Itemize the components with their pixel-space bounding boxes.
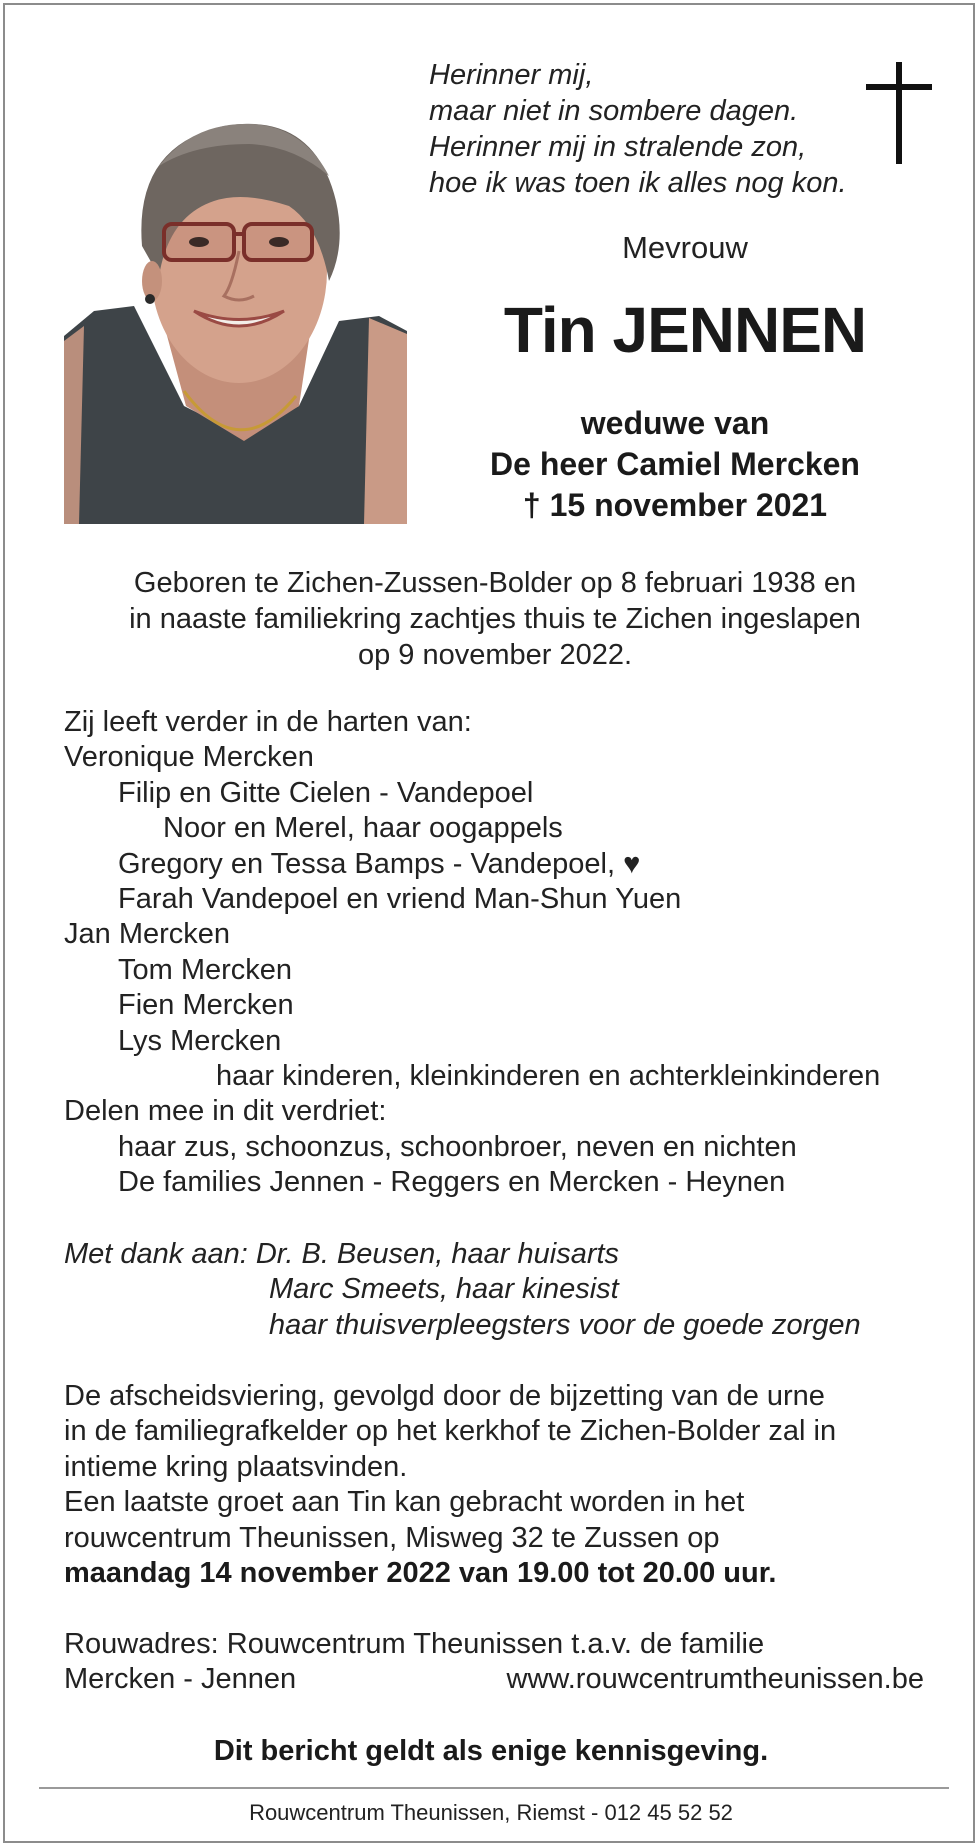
family-grandchild: Fien Mercken <box>118 989 294 1022</box>
ceremony-block <box>64 1379 944 1591</box>
thanks-line: haar thuisverpleegsters voor de goede zorgen <box>269 1308 861 1341</box>
family-grandchild: Filip en Gitte Cielen - Vandepoel <box>118 776 534 809</box>
ceremony-line: intieme kring plaatsvinden. <box>64 1450 408 1483</box>
ceremony-line: in de familiegrafkelder op het kerkhof te Zichen-Bolder zal in <box>64 1415 837 1448</box>
portrait-photo <box>64 106 407 524</box>
widow-line: weduwe van <box>580 405 770 441</box>
birth-line: in naaste familiekring zachtjes thuis te Zichen ingeslapen <box>129 603 861 635</box>
poem-line: Herinner mij in stralende zon, <box>429 131 807 163</box>
share-line: De families Jennen - Reggers en Mercken - Heynen <box>118 1166 786 1199</box>
notice-text: Dit bericht geldt als enige kennisgeving. <box>213 1735 769 1767</box>
deceased-name: Tin JENNEN <box>503 294 867 366</box>
family-grandchild: Lys Mercken <box>118 1024 282 1057</box>
website-link[interactable]: www.rouwcentrumtheunissen.be <box>506 1663 924 1696</box>
family-child: Veronique Mercken <box>64 741 314 774</box>
share-line: haar zus, schoonzus, schoonbroer, neven en nichten <box>118 1130 797 1163</box>
poem-line: Herinner mij, <box>429 59 594 91</box>
visitation-time: maandag 14 november 2022 van 19.00 tot 20.00 uur. <box>64 1557 777 1590</box>
thanks-line: Met dank aan: Dr. B. Beusen, haar huisarts <box>64 1238 620 1270</box>
ceremony-line: De afscheidsviering, gevolgd door de bijzetting van de urne <box>64 1380 825 1412</box>
birth-line: op 9 november 2022. <box>357 639 633 671</box>
family-child: Jan Mercken <box>64 918 231 951</box>
widow-block <box>415 403 935 526</box>
family-greatgrandchild: Noor en Merel, haar oogappels <box>163 812 563 845</box>
family-summary: haar kinderen, kleinkinderen en achterkleinkinderen <box>216 1060 881 1093</box>
divider <box>39 1787 949 1789</box>
family-grandchild: Farah Vandepoel en vriend Man-Shun Yuen <box>118 883 682 916</box>
family-grandchild: Gregory en Tessa Bamps - Vandepoel, ♥ <box>118 847 641 880</box>
poem-line: maar niet in sombere dagen. <box>429 95 799 127</box>
poem <box>429 57 889 201</box>
address-line: Rouwadres: Rouwcentrum Theunissen t.a.v. de familie <box>64 1628 765 1660</box>
spouse-name: De heer Camiel Mercken <box>490 446 860 482</box>
family-list <box>64 705 944 1201</box>
family-intro: Zij leeft verder in de harten van: <box>64 706 472 738</box>
salutation: Mevrouw <box>622 230 748 265</box>
spouse-death-date: † 15 november 2021 <box>522 487 828 523</box>
ceremony-line: Een laatste groet aan Tin kan gebracht worden in het <box>64 1486 745 1519</box>
poem-line: hoe ik was toen ik alles nog kon. <box>429 167 847 199</box>
family-name-line: Mercken - Jennen <box>64 1663 297 1696</box>
thanks-block <box>64 1237 944 1343</box>
family-grandchild: Tom Mercken <box>118 953 293 986</box>
share-intro: Delen mee in dit verdriet: <box>64 1095 387 1128</box>
address-block <box>64 1627 924 1698</box>
ceremony-line: rouwcentrum Theunissen, Misweg 32 te Zussen op <box>64 1521 720 1554</box>
obituary-card <box>3 3 975 1843</box>
thanks-line: Marc Smeets, haar kinesist <box>269 1273 619 1306</box>
birth-death-text <box>64 565 926 673</box>
footer-text: Rouwcentrum Theunissen, Riemst - 012 45 52 52 <box>249 1800 733 1825</box>
cross-icon <box>866 62 932 164</box>
birth-line: Geboren te Zichen-Zussen-Bolder op 8 februari 1938 en <box>133 567 857 599</box>
